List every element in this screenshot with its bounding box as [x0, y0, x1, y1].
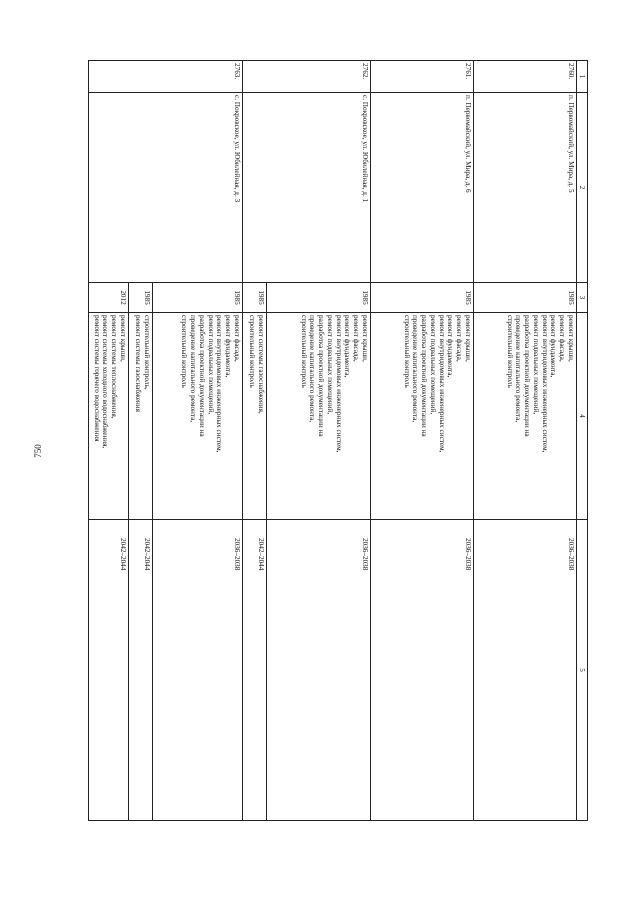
work-item: строительный контроль — [180, 315, 189, 388]
work-item: строительный контроль — [248, 315, 257, 388]
row-number: 2760. — [474, 61, 577, 93]
work-item: проведение капитального ремонта, — [514, 315, 523, 423]
work-item: ремонт фундамента, — [224, 315, 233, 378]
page-number: 750 — [33, 444, 43, 458]
row-number: 2761. — [371, 61, 474, 93]
row-works — [474, 313, 577, 520]
work-item: ремонт системы газоснабжения — [134, 315, 143, 412]
work-item: ремонт подвальных помещений, — [428, 315, 437, 415]
work-item: ремонт фундамента, — [343, 315, 352, 378]
work-item: ремонт крыши, — [567, 315, 575, 362]
header-col-2: 2 — [577, 93, 588, 283]
header-row — [577, 61, 588, 821]
work-item: ремонт крыши, — [119, 315, 127, 362]
subrow-period: 2042–2044 — [243, 520, 267, 821]
row-address: с. Покровское, ул. Юбилейная, д. 3 — [89, 93, 243, 283]
work-item: ремонт фасада, — [455, 315, 464, 362]
table-row — [267, 61, 371, 821]
row-number: 2763. — [89, 61, 243, 93]
repair-schedule-table — [88, 60, 588, 821]
row-period: 2036–2038 — [371, 520, 474, 821]
row-year: 1985 — [153, 283, 243, 313]
table-row — [474, 61, 577, 821]
row-period: 2036–2038 — [474, 520, 577, 821]
work-item: ремонт системы холодного водоснабжения, — [101, 315, 110, 449]
row-number: 2762. — [243, 61, 371, 93]
subrow-works — [129, 313, 153, 520]
subrow-works — [89, 313, 129, 520]
row-address: с. Покровское, ул. Юбилейная, д. 1 — [243, 93, 371, 283]
row-period: 2036–2038 — [267, 520, 371, 821]
work-item: разработка проектной документации на — [523, 315, 532, 437]
header-col-3: 3 — [577, 283, 588, 313]
work-item: проведение капитального ремонта, — [189, 315, 198, 423]
work-item: ремонт системы горячего водоснабжения — [92, 315, 101, 442]
subrow-year: 1985 — [243, 283, 267, 313]
work-item: ремонт крыши, — [361, 315, 369, 362]
header-col-5: 5 — [577, 520, 588, 821]
subrow-year: 1985 — [129, 283, 153, 313]
row-period: 2036–2038 — [153, 520, 243, 821]
rotated-table-page — [68, 60, 588, 820]
work-item: строительный контроль, — [143, 315, 151, 390]
work-item: ремонт фундамента, — [549, 315, 558, 378]
work-item: ремонт фасада, — [233, 315, 241, 362]
row-address: п. Первомайский, ул. Мира, д. 5 — [474, 93, 577, 283]
row-year: 1985 — [371, 283, 474, 313]
work-item: ремонт внутридомовых инженерных систем, — [215, 315, 224, 453]
row-year: 1985 — [267, 283, 371, 313]
subrow-period: 2042–2044 — [89, 520, 129, 821]
row-works — [267, 313, 371, 520]
row-works — [371, 313, 474, 520]
row-year: 1985 — [474, 283, 577, 313]
work-item: разработка проектной документации на — [197, 315, 206, 437]
subrow-period: 2042–2044 — [129, 520, 153, 821]
work-item: строительный контроль — [402, 315, 411, 388]
row-works — [153, 313, 243, 520]
table-row — [153, 61, 243, 821]
work-item: ремонт подвальных помещений, — [206, 315, 215, 415]
header-col-4: 4 — [577, 313, 588, 520]
work-item: строительный контроль — [299, 315, 308, 388]
table-row — [371, 61, 474, 821]
subrow-works — [243, 313, 267, 520]
work-item: разработка проектной документации на — [420, 315, 429, 437]
work-item: ремонт фасада, — [558, 315, 567, 362]
work-item: ремонт системы теплоснабжения, — [110, 315, 119, 419]
work-item: проведение капитального ремонта, — [308, 315, 317, 423]
subrow-year: 2012 — [89, 283, 129, 313]
work-item: ремонт подвальных помещений, — [325, 315, 334, 415]
work-item: ремонт фасада, — [352, 315, 361, 362]
work-item: ремонт крыши, — [464, 315, 472, 362]
work-item: проведение капитального ремонта, — [411, 315, 420, 423]
work-item: ремонт подвальных помещений, — [531, 315, 540, 415]
row-address: п. Первомайский, ул. Мира, д. 6 — [371, 93, 474, 283]
work-item: разработка проектной документации на — [317, 315, 326, 437]
work-item: ремонт фундамента, — [446, 315, 455, 378]
header-col-1: 1 — [577, 61, 588, 93]
work-item: ремонт внутридомовых инженерных систем, — [437, 315, 446, 453]
work-item: строительный контроль — [505, 315, 514, 388]
work-item: ремонт системы газоснабжения, — [257, 315, 265, 414]
work-item: ремонт внутридомовых инженерных систем, — [334, 315, 343, 453]
work-item: ремонт внутридомовых инженерных систем, — [540, 315, 549, 453]
